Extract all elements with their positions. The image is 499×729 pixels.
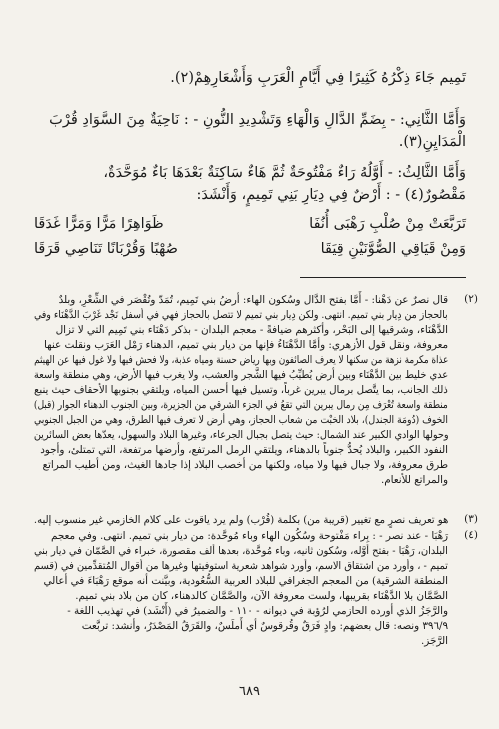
footnote-line: والرَّجَزُ الذي أورده الحازمي لرُؤبة في ديوانه - ١١٠ - والضميرُ في (أَنْشَد) في تهذيب اللغة - [67,605,448,617]
footnote-line: ٣٩٦/٩ ونصه: قال بعضهم: وادٍ فَرَقٌ وقُرقوسٌ أي أَملَسٌ، والقَرَقُ المَصْدَرُ، وأنشد: تربَّعت [81,620,448,632]
footnote-line: النفود الكبير، والبلاد يُحدُّ جنوباً بالدهناء، ويلتقي الرمل المرتفع، وأرضها مرتفعة، التي تمتلئ، وأجود [40,444,448,456]
verse-1-hemistich-left: ظَوَاهِرًا مَرًّا وَمَرًّا غَدَقَا [34,216,164,232]
page-number: ٦٨٩ [239,684,260,699]
footnote-line: طرق معروفة، ولا جبال فيها ولا مياه، ولكنها من أخصب البلاد إذا جادها الغيث، ومن أطيب المراتع [42,459,448,471]
main-line-2: وَأَمَّا الثَّانِي: - بِضَمِّ الدَّالِ وَالْهَاءِ وَتَشْدِيدِ النُّونِ - : نَاحِيَةٌ مِنَ السَّوَادِ قُرْبَ [49,112,466,128]
footnote-line: معروفة، ونقل قول الأزهري: وأمَّا الدَّهْنَاءُ فإنها من ديار بني تميم، الدهناء رَمْل العَرَب ونقلت عنها [44,339,448,351]
main-line-3: الْمَدَايِنِ(٣). [398,134,466,150]
verse-1-hemistich-right: تَرَبَّعَتْ مِنْ صُلْبِ رَهْبَى أُنُفَا [309,216,466,232]
footnote-line: وحولها الوادي الكبير عند الشمال: حيث يتصل بجبال الجرعاء، وغيرها البلاد والسهول، يعدّها بعض السائرين [33,429,448,441]
footnote-line: هو تعريف نصرٍ مع تغيير (قريبة من) بكلمة (قُرْب) ولم يرد ياقوت على كلام الخازمي غير منسوب إليه. [33,514,448,526]
footnote-number: (٢) [464,293,478,305]
footnote-line: ذلك الجانب، بما يتَّصل برمال يبرين غرباً، وتسيل فيها أحسن المياه، ويلتقي بجنوبها الأحقاف حيث ينبع [34,384,448,396]
footnote-line: منطقة واسعة تُعْرَف مِن رمال يبرين التي تقعُ في الجزء الشرقي من الجزيرة، وبين الجنوب الدهناء الجوار (قبل) [34,399,448,411]
footnote-line: الرَّجَز. [421,635,448,647]
footnote-number: (٣) [464,513,478,525]
footnote-line: بالحجاز من دِيار بني تميم. انتهى. ولكن دِيار بني تميم لا تتصل بالحجاز فهي في أسفل نَجْد غَرْبَ الدَّهْنَاء وفي [34,309,448,321]
footnote-line: عدي خليط بين الدَّهْنَاء وبين أرض يُطيِّبُ فيها الشَّجر والعشب، ولا يغرب فيها الأرض، وهي منطقة واسعة [33,369,448,381]
footnote-line: تميم - ، وأورد من اشتقاق الاسم، وأورد شواهد شعرية استوفيتها وغيرها من أقوال المُتقدِّمين في (قسم [34,560,448,572]
footnote-separator [300,277,466,278]
footnote-line: المنطقة الشرقية) من المعجم الجغرافي للبلاد العربية السُّعُودية، وبيَّنت أنه موقع رَهْبَاءَ في أعالي [43,575,448,587]
verse-2-hemistich-right: وَمِنْ قَيَاقِي الصُّوَّنَيْنِ قِيَقَا [320,241,466,257]
main-line-4: وَأَمَّا الثَّالِثُ: - أَوَّلُهُ رَاءٌ مَفْتُوحَةٌ ثُمَّ هَاءٌ سَاكِنَةٌ بَعْدَهَا بَاءٌ مُوَحَّدَةٌ، [103,165,466,181]
main-line-5: مَقْصُورٌ(٤) - : أَرْضٌ فِي دِيَارِ بَنِي تَمِيمٍ، وَأَنْشَدَ: [196,187,466,203]
footnote-line: الخوف (دُومَة الجندل)، بلاد الخبْت من شعاب الحجاز، وهي أرض لا تعرف فيها الطرق، وهي من الجبل الجنوبي [34,414,448,426]
footnote-number: (٤) [464,529,478,541]
footnote-line: قال نصرٌ عن دَهْنا: - أَمَّا بفتح الدَّال وسُكون الهاء: أرضُ بني تَمِيم، تُمَدّ وتُقْصَر في الشِّعْرِ، وبلدٌ [58,294,448,306]
main-line-1: تَمِيم جَاءَ ذِكْرُهُ كَثِيرًا فِي أَيَّامِ الْعَرَبِ وَأَشْعَارِهِمْ(٢). [170,70,466,86]
footnote-line: عذاة مكرمة نزهة من سكنها لا يعرف الصائفون وبها رياض حسنة ومياه عذبة، ولا فحش فيها ولا غول فيها عن الهيثم [33,354,448,366]
verse-2-hemistich-left: صُهْبًا وَقُرْبَانًا تَنَاصِي قَرَقَا [34,241,178,257]
footnote-line: البلدان، رَهْبَا - بفتح أوَّله، وسُكون ثانيه، وباء مُوحَّدة، بعدها ألف مقصورة، خبراء في الصَّمّان في ديار بني [34,545,448,557]
footnote-line: والمراتع للأنعام. [381,474,448,486]
footnote-line: الدَّهْنَاء، وشرقيها إلى البَحْر، وأكثرهم ضيافةً - معجم البلدان - بذكر دَهْنَاء بني تَمِيم التي لا تزال [55,324,448,336]
footnote-line: الصَّمَّان بلا الدَّهْنَاء بقريبها، ولست معروفة الآن، والصَّمَّان كالدهناء، كان من بلاد بني تميم. [75,590,448,602]
footnote-line: رَهْبَا - عند نصر - : بِراء مَفْتوحة وسُكُون الهاء وباء مُوحَّدة: من ديار بني تميم. انتهى. وفي معجم [50,530,448,542]
